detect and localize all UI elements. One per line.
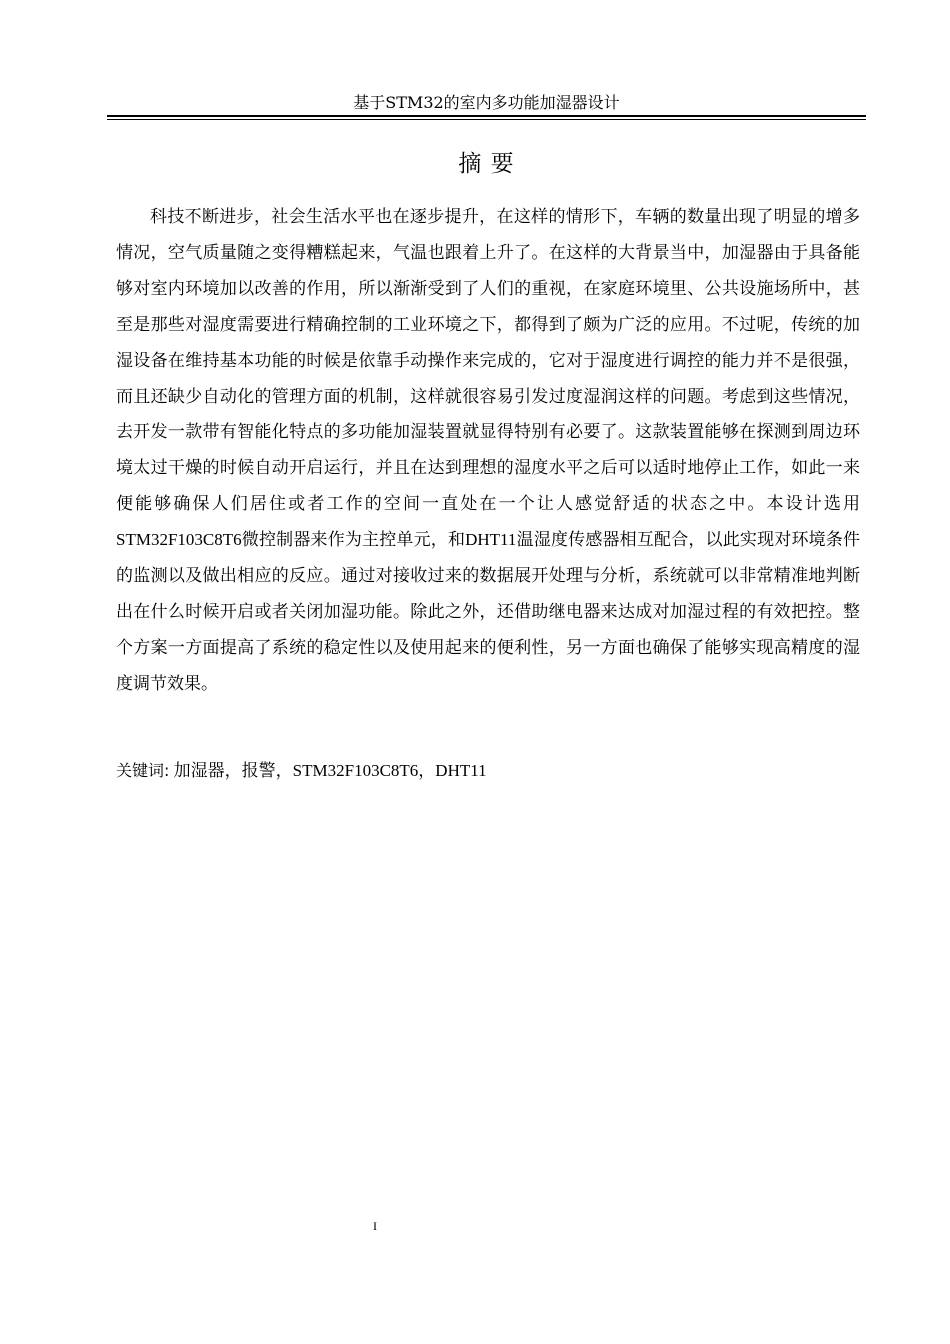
keywords-line <box>116 756 860 786</box>
keywords-label: 关键词: <box>116 761 170 780</box>
header-rule-thick <box>107 115 866 117</box>
abstract-body: 科技不断进步，社会生活水平也在逐步提升，在这样的情形下，车辆的数量出现了明显的增多情况，空气质量随之变得糟糕起来，气温也跟着上升了。在这样的大背景当中，加湿器由于具备能够对室内环境加以改善的作用，所以渐渐受到了人们的重视，在家庭环境里、公共设施场所中，甚至是那些对湿度需要进行精确控制的工业环境之下，都得到了颇为广泛的应用。不过呢，传统的加湿设备在维持基本功能的时候是依靠手动操作来完成的，它对于湿度进行调控的能力并不是很强，而且还缺少自动化的管理方面的机制，这样就很容易引发过度湿润这样的问题。考虑到这些情况，去开发一款带有智能化特点的多功能加湿装置就显得特别有必要了。这款装置能够在探测到周边环境太过干燥的时候自动开启运行，并且在达到理想的湿度水平之后可以适时地停止工作，如此一来便能够确保人们居住或者工作的空间一直处在一个让人感觉舒适的状态之中。本设计选用STM32F103C8T6微控制器来作为主控单元，和DHT11温湿度传感器相互配合，以此实现对环境条件的监测以及做出相应的反应。通过对接收过来的数据展开处理与分析，系统就可以非常精准地判断出在什么时候开启或者关闭加湿功能。除此之外，还借助继电器来达成对加湿过程的有效把控。整个方案一方面提高了系统的稳定性以及使用起来的便利性，另一方面也确保了能够实现高精度的湿度调节效果。 <box>116 207 860 693</box>
header-rule-thin <box>107 119 866 120</box>
page-number: I <box>373 1219 377 1233</box>
running-header: 基于STM32的室内多功能加湿器设计 <box>353 93 620 112</box>
abstract-title: 摘 要 <box>458 151 515 177</box>
keywords-list: 加湿器，报警，STM32F103C8T6，DHT11 <box>169 761 487 780</box>
